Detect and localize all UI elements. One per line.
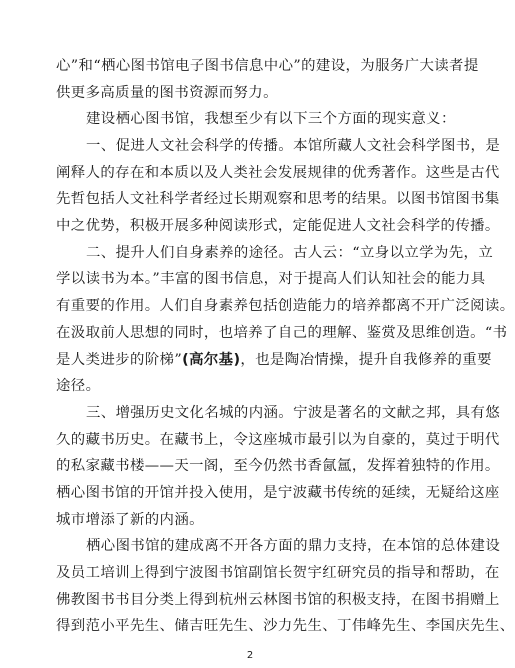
text-line-1: 心”和“栖心图书馆电子图书信息中心”的建设，为服务广大读者提 <box>56 58 479 74</box>
quote-continuation: ，也是陶冶情操，提升自我修养的重要 <box>240 351 492 368</box>
page-number: 2 <box>246 650 254 661</box>
text-line-6: 先哲包括人文社科学者经过长期观察和思考的结果。以图书馆图书集 <box>56 191 500 208</box>
text-line-13: 途径。 <box>56 378 101 395</box>
text-line-17: 栖心图书馆的开馆并投入使用，是宁波藏书传统的延续，无疑给这座 <box>56 484 500 501</box>
text-line-2: 供更多高质量的图书资源而努力。 <box>56 84 278 101</box>
text-line-7: 中之优势，积极开展多种阅读形式，定能促进人文社会科学的传播。 <box>56 218 500 235</box>
text-line-10: 有重要的作用。人们自身素养包括创造能力的培养都离不开广泛阅读。 <box>56 298 515 315</box>
text-line-18: 城市增添了新的内涵。 <box>56 511 204 528</box>
text-line-16: 的私家藏书楼——天一阁，至今仍然书香氤氲，发挥着独特的作用。 <box>56 458 500 475</box>
text-line-21: 佛教图书书目分类上得到杭州云林图书馆的积极支持，在图书捐赠上 <box>56 591 500 608</box>
quote-text: 是人类进步的阶梯” <box>56 351 183 368</box>
text-line-3: 建设栖心图书馆，我想至少有以下三个方面的现实意义： <box>86 111 456 128</box>
author-name: (高尔基) <box>182 351 241 368</box>
text-line-14: 三、增强历史文化名城的内涵。宁波是著名的文献之邦，具有悠 <box>86 404 501 421</box>
text-line-15: 久的藏书历史。在藏书上，令这座城市最引以为自豪的，莫过于明代 <box>56 431 500 448</box>
text-line-8: 二、提升人们自身素养的途径。古人云：“立身以立学为先，立 <box>86 244 494 261</box>
text-line-22: 得到范小平先生、储吉旺先生、沙力先生、丁伟峰先生、李国庆先生、 <box>56 618 515 635</box>
text-line-4: 一、促进人文社会科学的传播。本馆所藏人文社会科学图书，是 <box>86 138 501 155</box>
text-line-20: 及员工培训上得到宁波图书馆副馆长贺宇红研究员的指导和帮助，在 <box>56 564 500 581</box>
text-line-19: 栖心图书馆的建成离不开各方面的鼎力支持，在本馆的总体建设 <box>86 538 501 555</box>
text-line-9: 学以读书为本。”丰富的图书信息，对于提高人们认知社会的能力具 <box>56 271 486 288</box>
text-line-5: 阐释人的存在和本质以及人类社会发展规律的优秀著作。这些是古代 <box>56 164 500 181</box>
text-line-11: 在汲取前人思想的同时，也培养了自己的理解、鉴赏及思维创造。“书 <box>56 324 508 341</box>
text-line-12 <box>56 347 492 374</box>
